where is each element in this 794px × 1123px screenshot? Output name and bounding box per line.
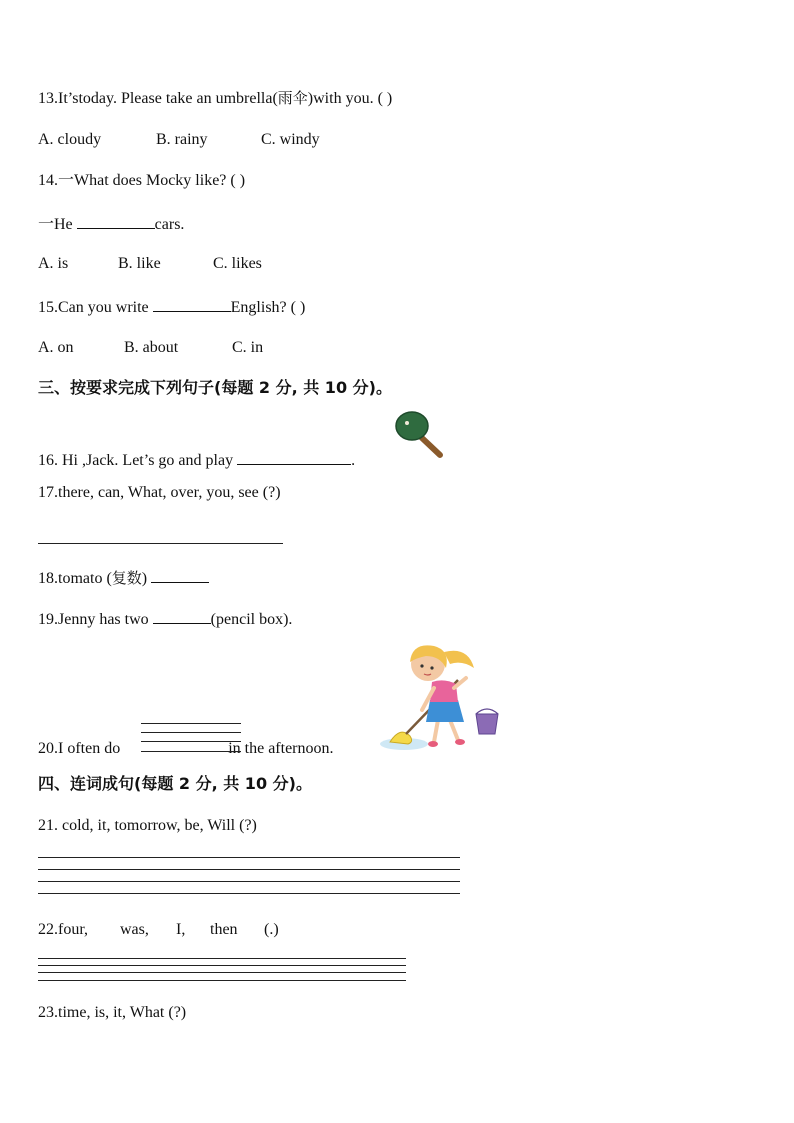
writing-line[interactable] bbox=[141, 751, 241, 752]
writing-line[interactable] bbox=[38, 857, 460, 858]
option-a[interactable]: A. cloudy bbox=[38, 131, 102, 148]
question-15-options bbox=[38, 338, 263, 358]
question-22 bbox=[38, 920, 279, 940]
question-19-prefix: 19.Jenny has two bbox=[38, 611, 153, 628]
writing-line[interactable] bbox=[141, 723, 241, 724]
question-20 bbox=[38, 739, 334, 759]
writing-line[interactable] bbox=[38, 958, 406, 959]
word-4: then bbox=[210, 921, 238, 938]
section-3-title: 三、按要求完成下列句子(每题 2 分, 共 10 分)。 bbox=[38, 378, 392, 397]
option-c[interactable]: C. windy bbox=[261, 131, 320, 148]
answer-line[interactable] bbox=[38, 543, 283, 544]
question-13-prefix: 13.It’stoday. Please take an umbrella( bbox=[38, 90, 278, 107]
writing-line[interactable] bbox=[38, 972, 406, 973]
answer-blank[interactable] bbox=[151, 567, 209, 583]
question-20-suffix: in the afternoon. bbox=[224, 740, 334, 757]
answer-blank[interactable] bbox=[77, 213, 155, 229]
question-18-chinese: 复数 bbox=[111, 569, 142, 587]
question-14-answer bbox=[38, 213, 184, 235]
question-15 bbox=[38, 296, 305, 318]
question-13-chinese: 雨伞 bbox=[277, 89, 308, 107]
option-c[interactable]: C. in bbox=[232, 339, 264, 356]
question-16 bbox=[38, 449, 355, 471]
word-1: 22.four, bbox=[38, 921, 89, 938]
question-13-options bbox=[38, 130, 320, 150]
writing-line[interactable] bbox=[141, 732, 241, 733]
answer-blank[interactable] bbox=[153, 296, 231, 312]
option-c[interactable]: C. likes bbox=[213, 255, 262, 272]
question-20-prefix: 20.I often do bbox=[38, 740, 125, 757]
ping-pong-paddle-icon bbox=[394, 408, 446, 460]
writing-line[interactable] bbox=[38, 869, 460, 870]
option-b[interactable]: B. about bbox=[124, 339, 179, 356]
question-21: 21. cold, it, tomorrow, be, Will (?) bbox=[38, 817, 257, 834]
writing-line[interactable] bbox=[38, 965, 406, 966]
word-3: I, bbox=[176, 921, 186, 938]
section-4-title: 四、连词成句(每题 2 分, 共 10 分)。 bbox=[38, 774, 312, 793]
word-2: was, bbox=[120, 921, 149, 938]
question-19 bbox=[38, 608, 292, 630]
word-5: (.) bbox=[264, 921, 279, 938]
option-b[interactable]: B. rainy bbox=[156, 131, 208, 148]
option-a[interactable]: A. on bbox=[38, 339, 74, 356]
question-14-options bbox=[38, 254, 262, 274]
question-13-suffix: )with you. ( ) bbox=[307, 90, 393, 107]
writing-line[interactable] bbox=[141, 741, 241, 742]
writing-line[interactable] bbox=[38, 881, 460, 882]
question-16-end: . bbox=[351, 452, 356, 469]
question-23: 23.time, is, it, What (?) bbox=[38, 1004, 187, 1021]
option-a[interactable]: A. is bbox=[38, 255, 69, 272]
question-13 bbox=[38, 88, 392, 109]
answer-blank[interactable] bbox=[153, 608, 211, 624]
writing-line[interactable] bbox=[38, 893, 460, 894]
question-16-text: 16. Hi ,Jack. Let’s go and play bbox=[38, 452, 238, 469]
question-19-suffix: (pencil box). bbox=[210, 611, 293, 628]
question-14-answer-suffix: cars. bbox=[154, 216, 185, 233]
answer-blank[interactable] bbox=[237, 449, 351, 465]
question-18-suffix: ) bbox=[141, 570, 152, 587]
question-15-prefix: 15.Can you write bbox=[38, 299, 153, 316]
question-14: 14.一What does Mocky like? ( ) bbox=[38, 172, 246, 189]
writing-line[interactable] bbox=[38, 980, 406, 981]
question-18 bbox=[38, 567, 209, 589]
option-b[interactable]: B. like bbox=[118, 255, 161, 272]
question-14-answer-prefix: 一He bbox=[38, 216, 77, 233]
girl-mopping-floor-icon bbox=[378, 638, 504, 756]
question-18-prefix: 18.tomato ( bbox=[38, 570, 112, 587]
question-15-suffix: English? ( ) bbox=[230, 299, 306, 316]
question-17: 17.there, can, What, over, you, see (?) bbox=[38, 484, 281, 501]
